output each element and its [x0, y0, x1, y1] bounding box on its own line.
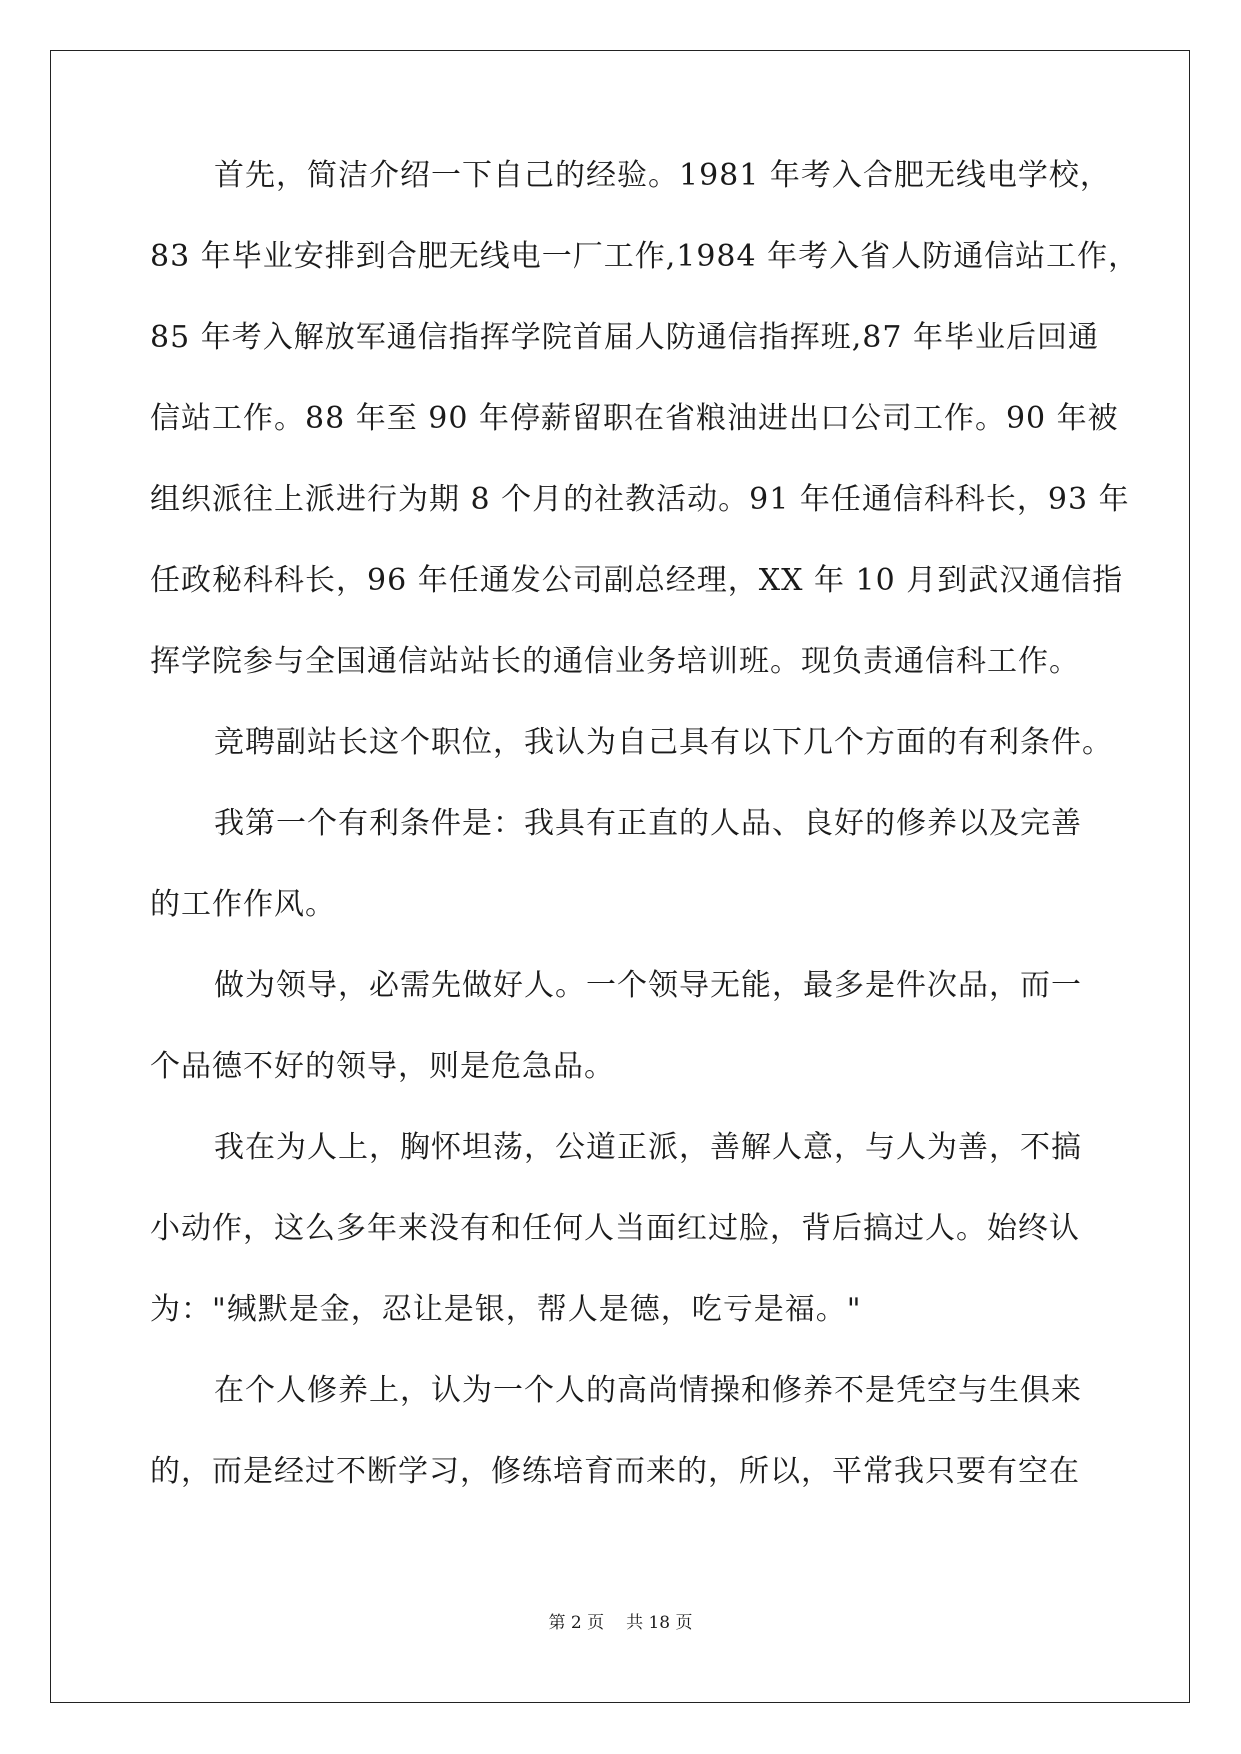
document-body [150, 158, 1140, 1535]
paragraph-1-line-5: 组织派往上派进行为期 8 个月的社教活动。91 年任通信科科长，93 年 [150, 482, 1130, 517]
page-number: 第 2 页 [548, 1613, 605, 1633]
page-total: 共 18 页 [626, 1613, 693, 1633]
paragraph-3-line-1: 我第一个有利条件是：我具有正直的人品、良好的修养以及完善 [214, 806, 1082, 841]
paragraph-4-line-2: 个品德不好的领导，则是危急品。 [150, 1049, 615, 1084]
paragraph-5-line-3: 为："缄默是金，忍让是银，帮人是德，吃亏是福。" [150, 1292, 862, 1327]
paragraph-3-line-2: 的工作作风。 [150, 887, 336, 922]
paragraph-1-line-3: 85 年考入解放军通信指挥学院首届人防通信指挥班,87 年毕业后回通 [150, 320, 1099, 355]
paragraph-5-line-1: 我在为人上，胸怀坦荡，公道正派，善解人意，与人为善，不搞 [214, 1130, 1082, 1165]
paragraph-1-line-4: 信站工作。88 年至 90 年停薪留职在省粮油进出口公司工作。90 年被 [150, 401, 1119, 436]
paragraph-1-line-7: 挥学院参与全国通信站站长的通信业务培训班。现负责通信科工作。 [150, 644, 1080, 679]
paragraph-1-line-6: 任政秘科科长，96 年任通发公司副总经理，XX 年 10 月到武汉通信指 [150, 563, 1124, 598]
paragraph-6-line-2: 的，而是经过不断学习，修练培育而来的，所以，平常我只要有空在 [150, 1454, 1080, 1489]
paragraph-6-line-1: 在个人修养上，认为一个人的高尚情操和修养不是凭空与生俱来 [214, 1373, 1082, 1408]
paragraph-4-line-1: 做为领导，必需先做好人。一个领导无能，最多是件次品，而一 [214, 968, 1082, 1003]
page-footer [0, 1608, 1241, 1633]
paragraph-2-line-1: 竞聘副站长这个职位，我认为自己具有以下几个方面的有利条件。 [214, 725, 1113, 760]
paragraph-1-line-1: 首先，简洁介绍一下自己的经验。1981 年考入合肥无线电学校， [214, 158, 1111, 193]
paragraph-5-line-2: 小动作，这么多年来没有和任何人当面红过脸，背后搞过人。始终认 [150, 1211, 1080, 1246]
paragraph-1-line-2: 83 年毕业安排到合肥无线电一厂工作,1984 年考入省人防通信站工作， [150, 239, 1140, 274]
